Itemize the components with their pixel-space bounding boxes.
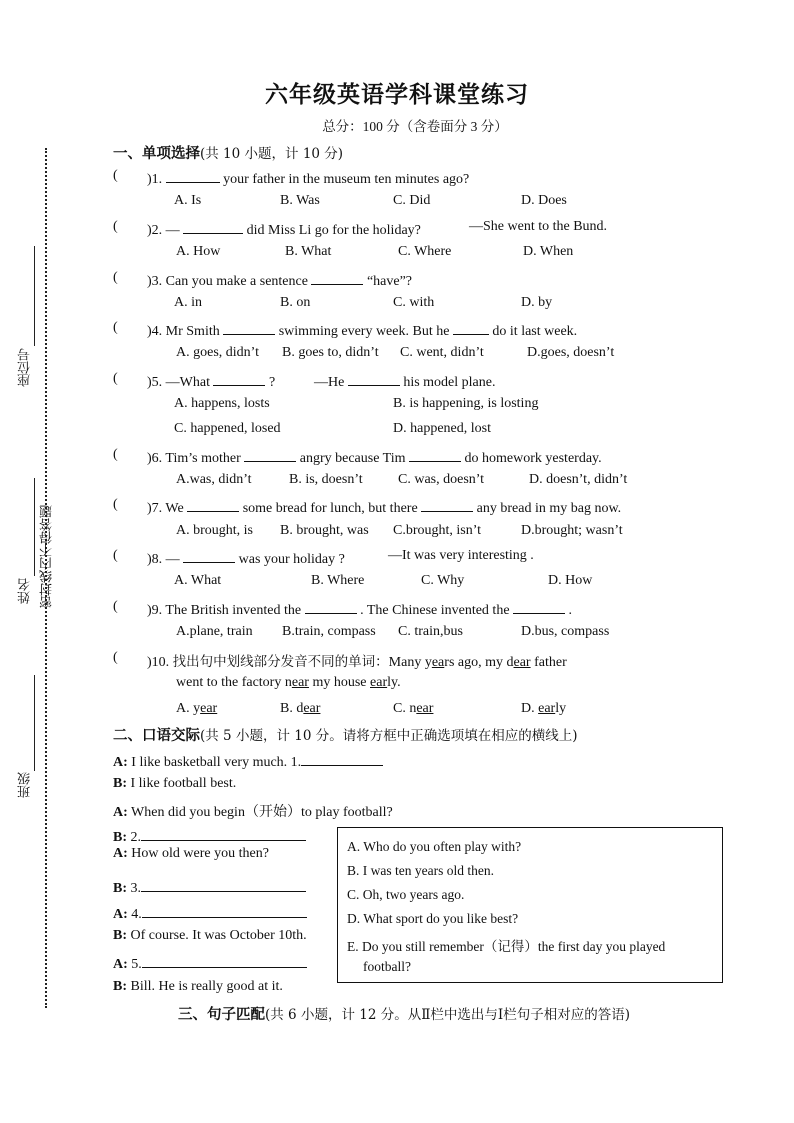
dialog-line-6: B: 3. [113, 877, 306, 897]
seal-warning: 密封线内不得答题 [40, 505, 55, 609]
q9-option-c[interactable]: C. train,bus [398, 624, 463, 639]
q10-option-a[interactable]: A. year [176, 701, 218, 716]
question-6: )6. Tim’s mother angry because Tim do homework yesterday. [147, 447, 602, 467]
box-option-d: D. What sport do you like best? [347, 911, 519, 926]
box-option-e-cont: football? [363, 959, 411, 974]
question-2: )2. — did Miss Li go for the holiday? [147, 219, 421, 239]
dialog-line-3: A: When did you begin（开始）to play football? [113, 805, 393, 820]
answer-paren[interactable]: ( [113, 599, 118, 614]
q6-option-b[interactable]: B. is, doesn’t [289, 472, 363, 487]
answer-paren[interactable]: ( [113, 548, 118, 563]
question-5: )5. —What ? [147, 371, 275, 391]
q8-option-a[interactable]: A. What [174, 573, 222, 588]
q4-option-d[interactable]: D.goes, doesn’t [527, 345, 615, 360]
q10-option-b[interactable]: B. dear [280, 701, 321, 716]
q3-option-d[interactable]: D. by [521, 295, 553, 310]
question-10: )10. 找出句中划线部分发音不同的单词：Many years ago, my dear father [147, 654, 567, 670]
answer-paren[interactable]: ( [113, 270, 118, 285]
class-field[interactable] [34, 675, 35, 771]
q9-option-a[interactable]: A.plane, train [176, 624, 253, 639]
section2-heading: 二、口语交际(共 5 小题，计 10 分。请将方框中正确选项填在相应的横线上) [113, 728, 578, 744]
dialog-line-2: B: I like football best. [113, 776, 237, 791]
seat-label: 座位号 [18, 348, 33, 387]
question-8: )8. — was your holiday ? [147, 548, 345, 568]
name-field[interactable] [34, 478, 35, 576]
dialog-line-7: A: 4. [113, 903, 307, 923]
question-3: )3. Can you make a sentence “have”? [147, 270, 412, 290]
dialog-line-9: A: 5. [113, 953, 307, 973]
q7-option-b[interactable]: B. brought, was [280, 523, 369, 538]
q4-option-b[interactable]: B. goes to, didn’t [282, 345, 379, 360]
q2-option-b[interactable]: B. What [285, 244, 332, 259]
question-1: )1. your father in the museum ten minutes ago? [147, 168, 469, 188]
answer-paren[interactable]: ( [113, 168, 118, 183]
q8-option-c[interactable]: C. Why [421, 573, 465, 588]
dialog-line-1: A: I like basketball very much. 1. [113, 751, 383, 771]
answer-paren[interactable]: ( [113, 650, 118, 665]
question-10-line2: went to the factory near my house early. [176, 675, 401, 690]
q3-option-c[interactable]: C. with [393, 295, 435, 310]
box-option-c: C. Oh, two years ago. [347, 887, 465, 902]
section1-heading: 一、单项选择(共 10 小题，计 10 分) [113, 146, 344, 162]
page-title: 六年级英语学科课堂练习 [265, 81, 529, 108]
q2-option-a[interactable]: A. How [176, 244, 221, 259]
options-box [337, 827, 723, 983]
q2-reply: —She went to the Bund. [469, 219, 608, 234]
q5-option-d[interactable]: D. happened, lost [393, 421, 491, 436]
name-label: 姓名 [18, 578, 33, 604]
q1-option-a[interactable]: A. Is [174, 193, 202, 208]
dialog-line-8: B: Of course. It was October 10th. [113, 928, 307, 943]
question-9: )9. The British invented the . The Chinese invented the . [147, 599, 572, 619]
class-label: 班级 [18, 772, 33, 798]
dialog-line-5: A: How old were you then? [113, 846, 269, 861]
box-option-e: E. Do you still remember（记得）the first day you played [347, 939, 666, 954]
q9-option-d[interactable]: D.bus, compass [521, 624, 610, 639]
q1-option-b[interactable]: B. Was [280, 193, 320, 208]
q6-option-d[interactable]: D. doesn’t, didn’t [529, 472, 628, 487]
q10-option-c[interactable]: C. near [393, 701, 434, 716]
q3-option-b[interactable]: B. on [280, 295, 311, 310]
q1-option-d[interactable]: D. Does [521, 193, 567, 208]
question-4: )4. Mr Smith swimming every week. But he do it last week. [147, 320, 577, 340]
q6-option-a[interactable]: A.was, didn’t [176, 472, 252, 487]
q1-option-c[interactable]: C. Did [393, 193, 431, 208]
dialog-line-10: B: Bill. He is really good at it. [113, 979, 283, 994]
q7-option-a[interactable]: A. brought, is [176, 523, 253, 538]
q8-option-d[interactable]: D. How [548, 573, 593, 588]
q7-option-c[interactable]: C.brought, isn’t [393, 523, 482, 538]
question-7: )7. We some bread for lunch, but there any bread in my bag now. [147, 497, 621, 517]
answer-paren[interactable]: ( [113, 320, 118, 335]
q10-option-d[interactable]: D. early [521, 701, 567, 716]
section3-heading: 三、句子匹配(共 6 小题，计 12 分。从Ⅱ栏中选出与Ⅰ栏句子相对应的答语) [178, 1007, 630, 1023]
page-subtitle: 总分：100 分（含卷面分 3 分） [322, 119, 508, 134]
q3-option-a[interactable]: A. in [174, 295, 202, 310]
dialog-line-4: B: 2. [113, 826, 306, 846]
q9-option-b[interactable]: B.train, compass [282, 624, 376, 639]
q2-option-c[interactable]: C. Where [398, 244, 452, 259]
seat-field[interactable] [34, 246, 35, 346]
q5-reply: —He his model plane. [314, 371, 495, 391]
q4-option-c[interactable]: C. went, didn’t [400, 345, 484, 360]
q6-option-c[interactable]: C. was, doesn’t [398, 472, 485, 487]
q8-option-b[interactable]: B. Where [311, 573, 365, 588]
answer-paren[interactable]: ( [113, 497, 118, 512]
q5-option-a[interactable]: A. happens, losts [174, 396, 270, 411]
answer-paren[interactable]: ( [113, 371, 118, 386]
answer-paren[interactable]: ( [113, 219, 118, 234]
box-option-a: A. Who do you often play with? [347, 839, 522, 854]
q5-option-c[interactable]: C. happened, losed [174, 421, 281, 436]
q7-option-d[interactable]: D.brought; wasn’t [521, 523, 623, 538]
q5-option-b[interactable]: B. is happening, is losting [393, 396, 539, 411]
q4-option-a[interactable]: A. goes, didn’t [176, 345, 259, 360]
box-option-b: B. I was ten years old then. [347, 863, 494, 878]
q8-reply: —It was very interesting . [388, 548, 534, 563]
q2-option-d[interactable]: D. When [523, 244, 574, 259]
answer-paren[interactable]: ( [113, 447, 118, 462]
